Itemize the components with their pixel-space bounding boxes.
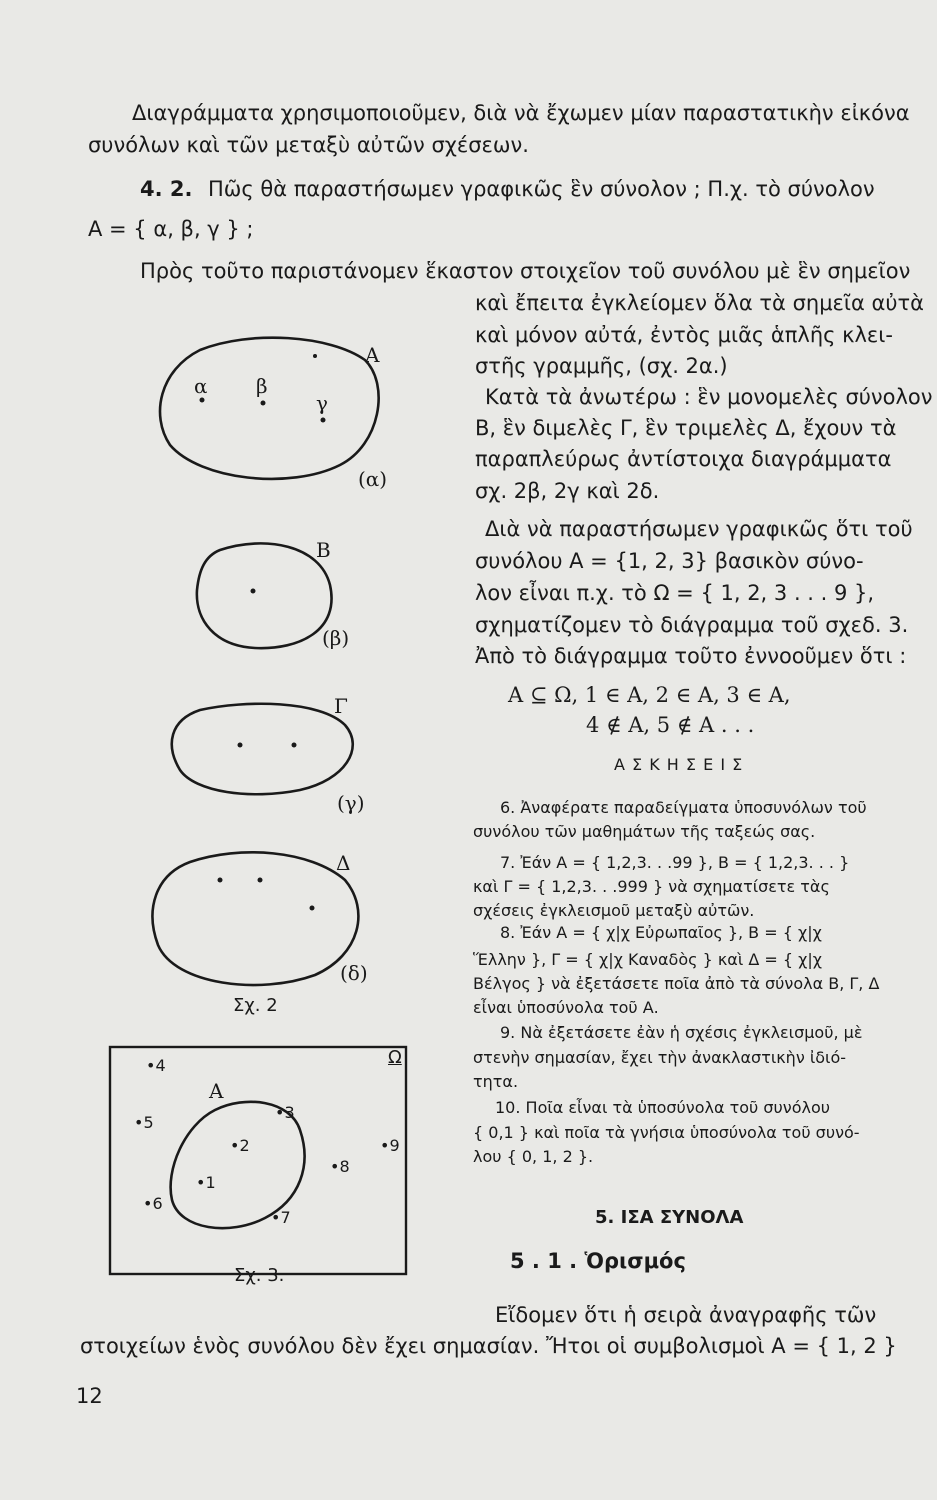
fig2d-caption: (δ) bbox=[340, 961, 368, 985]
point-c1 bbox=[238, 743, 243, 748]
fig2b-set-label: Β bbox=[316, 538, 331, 562]
section-question: Πῶς θὰ παραστήσωμεν γραφικῶς ἓν σύνολον ; Π.χ. τὸ σύνολον bbox=[208, 177, 875, 201]
fig2-caption: Σχ. 2 bbox=[233, 995, 278, 1016]
exercises-title: Α Σ Κ Η Σ Ε Ι Σ bbox=[614, 755, 744, 774]
set-c-outline bbox=[172, 704, 353, 795]
math-line-2: 4 ∉ Α, 5 ∉ Α . . . bbox=[586, 713, 755, 737]
fig2a-element: α bbox=[194, 374, 208, 398]
fig3-point: •4 bbox=[146, 1056, 166, 1075]
para-line: καὶ ἔπειτα ἐγκλείομεν ὅλα τὰ σημεῖα αὐτὰ bbox=[475, 291, 925, 315]
exercise-line: τητα. bbox=[473, 1072, 519, 1091]
exercise-line: { 0,1 } καὶ ποῖα τὰ γνήσια ὑποσύνολα τοῦ συνό- bbox=[473, 1123, 860, 1142]
para-line: Β, ἓν διμελὲς Γ, ἓν τριμελὲς Δ, ἔχουν τὰ bbox=[475, 416, 897, 440]
point-c2 bbox=[292, 743, 297, 748]
point-d3 bbox=[310, 906, 315, 911]
intro-line-1: Διαγράμματα χρησιμοποιοῦμεν, διὰ νὰ ἔχωμεν μίαν παραστατικὴν εἰκόνα bbox=[132, 101, 910, 125]
para-line: καὶ μόνον αὐτά, ἐντὸς μιᾶς ἁπλῆς κλει- bbox=[475, 323, 893, 347]
fig2a-element: β bbox=[256, 374, 268, 398]
fig3-point: •3 bbox=[275, 1103, 295, 1122]
point-gamma bbox=[321, 418, 326, 423]
fig3-point: •2 bbox=[230, 1136, 250, 1155]
universe-rectangle bbox=[110, 1047, 406, 1274]
fig2b-caption: (β) bbox=[322, 626, 350, 650]
exercise-line: σχέσεις ἐγκλεισμοῦ μεταξὺ αὐτῶν. bbox=[473, 901, 755, 920]
section-5-1-title: 5 . 1 . Ὁρισμός bbox=[510, 1249, 686, 1273]
exercise-line: Ἕλλην }, Γ = { χ|χ Καναδὸς } καὶ Δ = { χ|χ bbox=[473, 950, 822, 969]
fig3-set-label: Α bbox=[209, 1079, 224, 1103]
exercise-line: 6. Ἀναφέρατε παραδείγματα ὑποσυνόλων τοῦ bbox=[500, 798, 867, 817]
exercise-line: Βέλγος } νὰ ἐξετάσετε ποῖα ἀπὸ τὰ σύνολα Β, Γ, Δ bbox=[473, 974, 880, 993]
exercise-line: λου { 0, 1, 2 }. bbox=[473, 1147, 594, 1166]
para-line: παραπλεύρως ἀντίστοιχα διαγράμματα bbox=[475, 447, 892, 471]
para-line: Ἀπὸ τὸ διάγραμμα τοῦτο ἐννοοῦμεν ὅτι : bbox=[475, 644, 907, 668]
para-line: Διὰ νὰ παραστήσωμεν γραφικῶς ὅτι τοῦ bbox=[485, 517, 913, 541]
set-b-outline bbox=[197, 543, 332, 648]
outline-dot bbox=[313, 354, 317, 358]
fig3-caption: Σχ. 3. bbox=[234, 1265, 285, 1286]
fig2a-element: γ bbox=[316, 391, 328, 415]
para-line: Κατὰ τὰ ἀνωτέρω : ἓν μονομελὲς σύνολον bbox=[485, 385, 933, 409]
fig3-point: •5 bbox=[134, 1113, 154, 1132]
exercise-line: 10. Ποῖα εἶναι τὰ ὑποσύνολα τοῦ συνόλου bbox=[495, 1098, 831, 1117]
section-5-line-2: στοιχείων ἑνὸς συνόλου δὲν ἔχει σημασίαν. Ἤτοι οἱ συμβολισμοὶ Α = { 1, 2 } bbox=[80, 1334, 897, 1358]
section-number: 4. 2. bbox=[140, 177, 193, 201]
point-beta bbox=[261, 401, 266, 406]
para-line: σχηματίζομεν τὸ διάγραμμα τοῦ σχεδ. 3. bbox=[475, 613, 909, 637]
para-line: σχ. 2β, 2γ καὶ 2δ. bbox=[475, 479, 660, 503]
fig2a-set-label: Α bbox=[365, 343, 380, 367]
para-line: Πρὸς τοῦτο παριστάνομεν ἕκαστον στοιχεῖον τοῦ συνόλου μὲ ἓν σημεῖον bbox=[140, 259, 911, 283]
point-d2 bbox=[258, 878, 263, 883]
fig3-point: •1 bbox=[196, 1173, 216, 1192]
para-line: λον εἶναι π.χ. τὸ Ω = { 1, 2, 3 . . . 9 }, bbox=[475, 581, 875, 605]
fig3-point: •9 bbox=[380, 1136, 400, 1155]
fig3-point: •8 bbox=[330, 1157, 350, 1176]
point-b bbox=[251, 589, 256, 594]
section-5-title: 5. ΙΣΑ ΣΥΝΟΛΑ bbox=[595, 1207, 744, 1228]
fig2c-caption: (γ) bbox=[337, 791, 365, 815]
exercise-line: καὶ Γ = { 1,2,3. . .999 } νὰ σχηματίσετε τὰς bbox=[473, 877, 830, 896]
exercise-line: 9. Νὰ ἐξετάσετε ἐὰν ἡ σχέσις ἐγκλεισμοῦ, μὲ bbox=[500, 1023, 863, 1042]
exercise-line: εἶναι ὑποσύνολα τοῦ Α. bbox=[473, 998, 659, 1017]
set-d-outline bbox=[153, 852, 359, 985]
point-d1 bbox=[218, 878, 223, 883]
math-line-1: Α ⊆ Ω, 1 ∈ Α, 2 ∈ Α, 3 ∈ Α, bbox=[508, 683, 791, 707]
fig2a-caption: (α) bbox=[358, 467, 388, 491]
exercise-line: 8. Ἐάν Α = { χ|χ Εὐρωπαῖος }, Β = { χ|χ bbox=[500, 923, 822, 942]
fig2d-set-label: Δ bbox=[336, 851, 351, 875]
para-line: στῆς γραμμῆς, (σχ. 2α.) bbox=[475, 354, 728, 378]
page-number: 12 bbox=[76, 1384, 103, 1408]
para-line: συνόλου Α = {1, 2, 3} βασικὸν σύνο- bbox=[475, 549, 864, 573]
set-definition: Α = { α, β, γ } ; bbox=[88, 217, 254, 241]
fig3-point: •6 bbox=[143, 1194, 163, 1213]
fig3-point: •7 bbox=[271, 1208, 291, 1227]
exercise-line: στενὴν σημασίαν, ἔχει τὴν ἀνακλαστικὴν ἰδιό- bbox=[473, 1048, 847, 1067]
section-5-line-1: Εἴδομεν ὅτι ἡ σειρὰ ἀναγραφῆς τῶν bbox=[495, 1303, 877, 1327]
exercise-line: 7. Ἐάν Α = { 1,2,3. . .99 }, Β = { 1,2,3. . . } bbox=[500, 853, 850, 872]
set-a-outline bbox=[160, 338, 379, 479]
exercise-line: συνόλου τῶν μαθημάτων τῆς ταξεώς σας. bbox=[473, 822, 816, 841]
intro-line-2: συνόλων καὶ τῶν μεταξὺ αὐτῶν σχέσεων. bbox=[88, 133, 529, 157]
universe-label: Ω bbox=[388, 1047, 402, 1068]
fig2c-set-label: Γ bbox=[334, 694, 348, 718]
